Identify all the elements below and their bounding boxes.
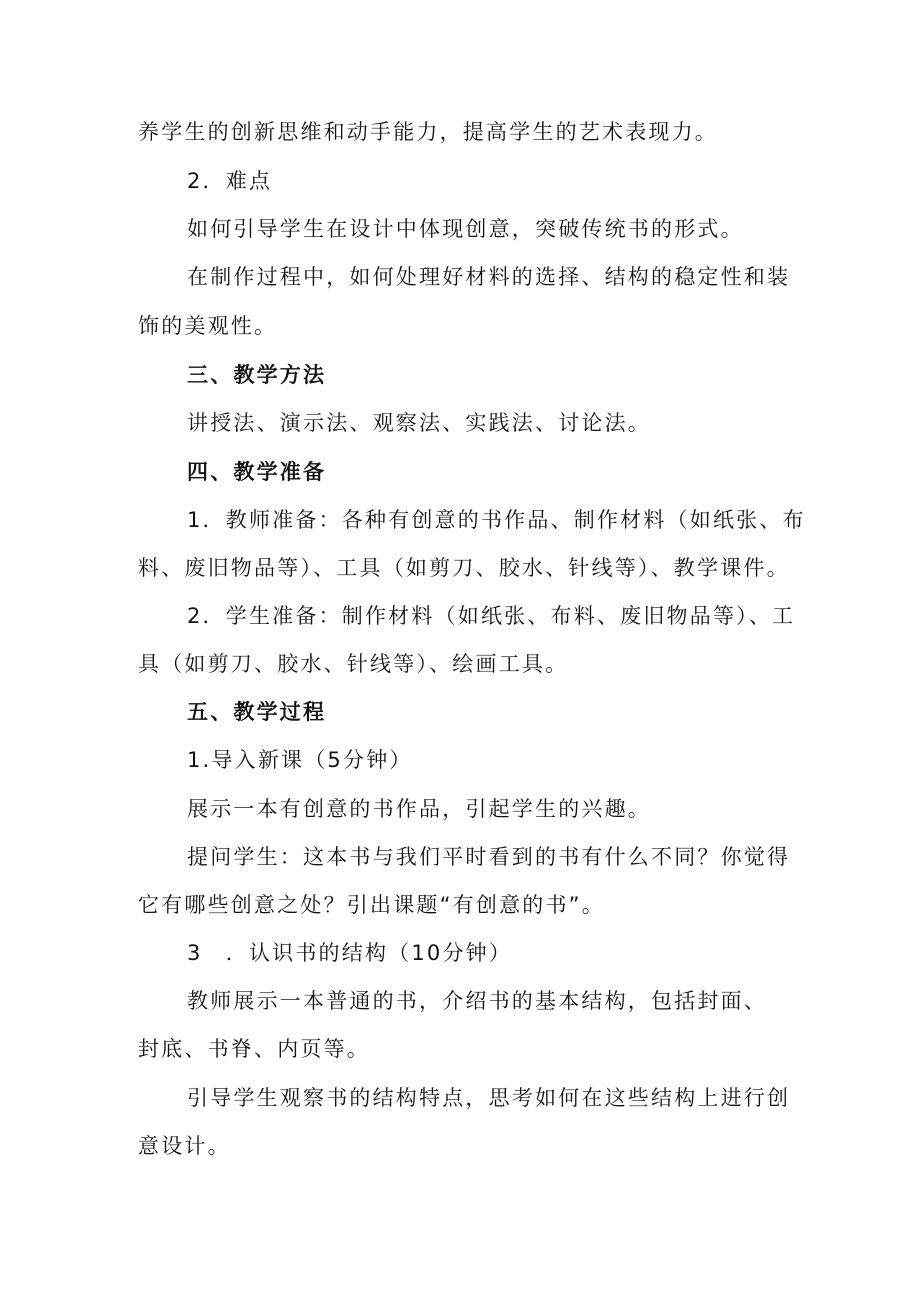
paragraph-line: 养学生的创新思维和动手能力，提高学生的艺术表现力。 bbox=[138, 120, 718, 144]
paragraph-line: 引导学生观察书的结构特点，思考如何在这些结构上进行创 bbox=[187, 1086, 791, 1110]
paragraph-line: 饰的美观性。 bbox=[138, 314, 278, 338]
heading-teaching-preparation: 四、教学准备 bbox=[187, 460, 327, 484]
paragraph-line: 封底、书脊、内页等。 bbox=[138, 1037, 370, 1061]
subheading-book-structure: 3 ．认识书的结构（10分钟） bbox=[187, 941, 513, 965]
paragraph-line: 如何引导学生在设计中体现创意，突破传统书的形式。 bbox=[187, 217, 744, 241]
paragraph-line: 讲授法、演示法、观察法、实践法、讨论法。 bbox=[187, 411, 651, 435]
paragraph-line: 教师展示一本普通的书，介绍书的基本结构，包括封面、 bbox=[187, 989, 767, 1013]
paragraph-line: 料、废旧物品等）、工具（如剪刀、胶水、针线等）、教学课件。 bbox=[138, 556, 790, 580]
paragraph-line: 展示一本有创意的书作品，引起学生的兴趣。 bbox=[187, 797, 651, 821]
subheading-intro: 1.导入新课（5分钟） bbox=[187, 748, 413, 772]
paragraph-line: 提问学生：这本书与我们平时看到的书有什么不同？你觉得 bbox=[187, 845, 791, 869]
heading-teaching-process: 五、教学过程 bbox=[187, 700, 327, 724]
heading-teaching-methods: 三、教学方法 bbox=[187, 363, 327, 387]
paragraph-line: 1．教师准备：各种有创意的书作品、制作材料（如纸张、布 bbox=[187, 508, 806, 532]
paragraph-line: 具（如剪刀、胶水、针线等）、绘画工具。 bbox=[138, 652, 569, 676]
paragraph-line: 在制作过程中，如何处理好材料的选择、结构的稳定性和装 bbox=[187, 265, 791, 289]
section-heading-difficulty: 2．难点 bbox=[187, 169, 273, 193]
paragraph-line: 2．学生准备：制作材料（如纸张、布料、废旧物品等）、工 bbox=[187, 604, 796, 628]
paragraph-line: 意设计。 bbox=[138, 1134, 231, 1158]
paragraph-line: 它有哪些创意之处？引出课题“有创意的书”。 bbox=[138, 893, 605, 917]
